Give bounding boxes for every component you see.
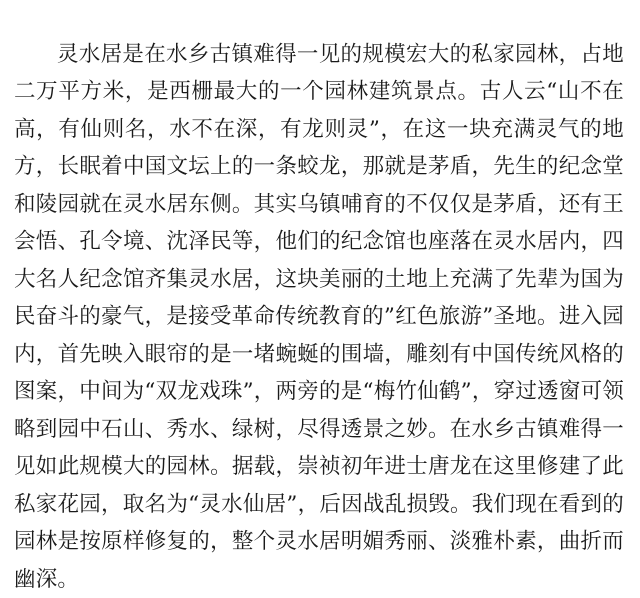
article-paragraph: 灵水居是在水乡古镇难得一见的规模宏大的私家园林，占地二万平方米，是西栅最大的一个园林建筑景点。古人云“山不在高，有仙则名，水不在深，有龙则灵”，在这一块充满灵气的地方，长眠着中国文坛上的一条蛟龙，那就是茅盾，先生的纪念堂和陵园就在灵水居东侧。其实乌镇哺育的不仅仅是茅盾，还有王会悟、孔令境、沈泽民等，他们的纪念馆也座落在灵水居内，四大名人纪念馆齐集灵水居，这块美丽的土地上充满了先辈为国为民奋斗的豪气，是接受革命传统教育的”红色旅游”圣地。进入园内，首先映入眼帘的是一堵蜿蜒的围墙，雕刻有中国传统风格的图案，中间为“双龙戏珠”，两旁的是“梅竹仙鹤”，穿过透窗可领略到园中石山、秀水、绿树，尽得透景之妙。在水乡古镇难得一见如此规模大的园林。据载，崇祯初年进士唐龙在这里修建了此私家花园，取名为“灵水仙居”，后因战乱损毁。我们现在看到的园林是按原样修复的，整个灵水居明媚秀丽、淡雅朴素，曲折而幽深。 <box>14 36 624 598</box>
